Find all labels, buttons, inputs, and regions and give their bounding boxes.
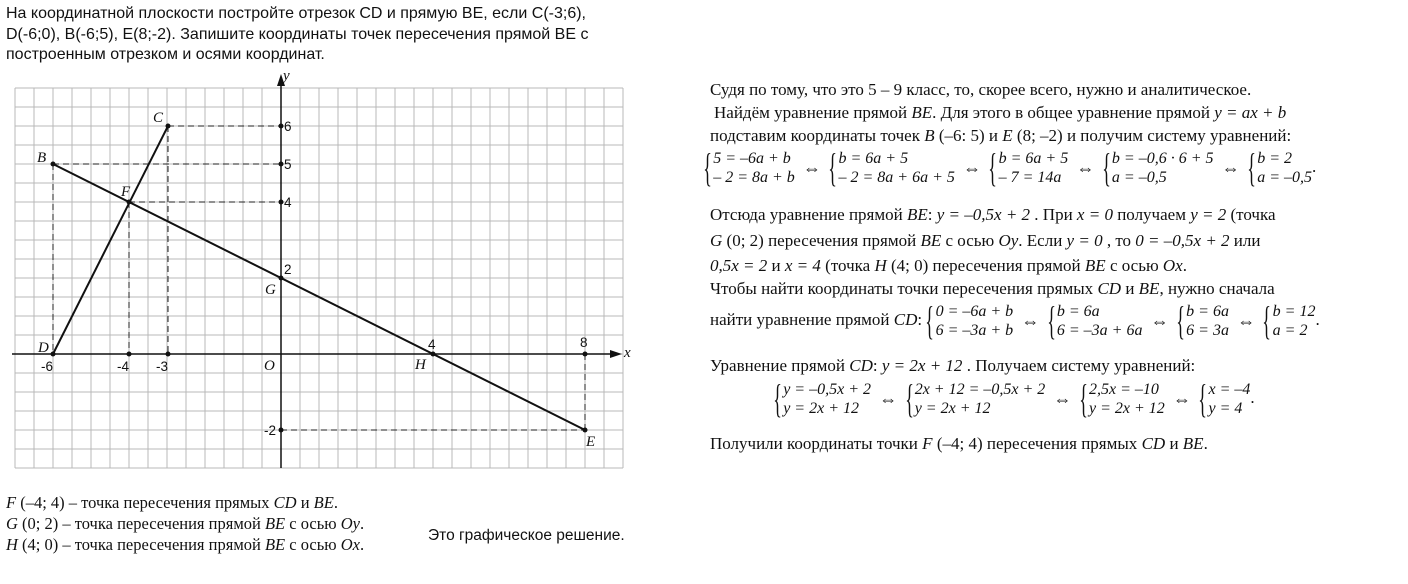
system-cd-4: { b = 12 a = 2	[1262, 298, 1316, 343]
legend-h-axis: Ox	[340, 535, 360, 554]
task-line-2: D(-6;0), B(-6;5), E(8;-2). Запишите координаты точек пересечения прямой BE с	[6, 25, 589, 43]
label-d: D	[38, 340, 49, 356]
sys-cd-3-eq2: 6 = 3a	[1186, 322, 1229, 339]
sol-p5-text-f: или	[1229, 231, 1261, 250]
sol-p3-b: B	[924, 126, 935, 145]
sys-be-5-eq2: a = –0,5	[1257, 169, 1312, 186]
legend-h-mid: с осью	[285, 535, 341, 554]
legend-f-be: BE	[313, 493, 334, 512]
legend-f-and: и	[296, 493, 314, 512]
sol-p9-text-a: Уравнение прямой	[710, 356, 850, 375]
sol-p5-text-e: , то	[1102, 231, 1136, 250]
sys-be-2-eq2: – 2 = 8a + 6a + 5	[838, 169, 955, 186]
system-be-1: { 5 = –6a + b – 2 = 8a + b	[703, 145, 795, 190]
system-row-be	[703, 145, 1317, 190]
sol-p5-text-b: (0; 2) пересечения прямой	[722, 231, 921, 250]
sys-cd-2-eq1: b = 6a	[1056, 303, 1100, 320]
sol-p2-eq: y = ax + b	[1214, 103, 1287, 122]
sol-p5-text-c: с осью	[941, 231, 999, 250]
sys-be-4-eq1: b = –0,6 · 6 + 5	[1111, 150, 1214, 167]
sol-p9-eq: y = 2x + 12	[881, 356, 963, 375]
sol-p8-text-b: :	[917, 309, 923, 329]
label-b: B	[37, 150, 47, 166]
sol-p6-eq: 0,5x = 2	[710, 256, 768, 275]
sol-p3-text-e: (8; –2) и получим систему уравнений:	[1012, 126, 1292, 145]
sol-p4-x0: x = 0	[1076, 205, 1113, 224]
sol-p7-text-a: Чтобы найти координаты точки пересечения прямых	[710, 279, 1098, 298]
sys-be-5-eq1: b = 2	[1257, 150, 1292, 167]
solution-p4	[710, 205, 1276, 225]
sol-p5-g: G	[710, 231, 723, 250]
system-be-3: { b = 6a + 5 – 7 = 14a	[988, 145, 1069, 190]
point-b	[51, 162, 56, 167]
sys-cd-dot: .	[1315, 309, 1320, 329]
tick-label-y-5: 5	[284, 157, 292, 172]
sol-p10-text-c: и	[1165, 434, 1183, 453]
axis-label-x: x	[624, 345, 631, 361]
axis-label-y: y	[283, 68, 290, 84]
sol-p5-text-d: . Если	[1018, 231, 1067, 250]
equiv-arrow: ⇔	[1237, 311, 1256, 331]
sol-p4-text-d: получаем	[1112, 205, 1191, 224]
sys-f-3-eq1: 2,5x = –10	[1089, 381, 1159, 398]
equiv-arrow: ⇔	[1173, 389, 1192, 409]
legend-h	[6, 534, 364, 555]
label-c: C	[153, 110, 164, 126]
sol-p6-text-c: (4; 0) пересечения прямой	[886, 256, 1085, 275]
solution-p5	[710, 231, 1260, 251]
sys-f-3-eq2: y = 2x + 12	[1089, 400, 1165, 417]
tick-label-x-m3: -3	[156, 359, 169, 374]
sol-p10-text-b: (–4; 4) пересечения прямых	[932, 434, 1142, 453]
point-g	[279, 276, 284, 281]
system-be-4: { b = –0,6 · 6 + 5 a = –0,5	[1101, 145, 1214, 190]
legend-f-point: F	[6, 493, 17, 512]
sol-p6-text-b: (точка	[820, 256, 875, 275]
label-o: O	[264, 358, 275, 374]
sol-p7-cd: CD	[1097, 279, 1122, 298]
tick-x-8	[583, 352, 588, 357]
sol-p7-be: BE	[1138, 279, 1160, 298]
system-row-f	[773, 376, 1255, 421]
system-f-3: { 2,5x = –10 y = 2x + 12	[1079, 376, 1165, 421]
tick-label-y-m2: -2	[264, 423, 277, 438]
sol-p7-text-b: и	[1121, 279, 1139, 298]
tick-label-x-m6: -6	[41, 359, 54, 374]
equiv-arrow: ⇔	[879, 389, 898, 409]
system-f-1: { y = –0,5x + 2 y = 2x + 12	[773, 376, 871, 421]
system-be-5: { b = 2 a = –0,5	[1247, 145, 1312, 190]
sol-p9-text-c: . Получаем систему уравнений:	[962, 356, 1196, 375]
sol-p2-be: BE	[911, 103, 933, 122]
sol-p4-text-c: . При	[1030, 205, 1077, 224]
sol-p9-cd: CD	[849, 356, 873, 375]
coordinate-graph	[0, 0, 700, 490]
sys-be-3-eq1: b = 6a + 5	[998, 150, 1069, 167]
sys-be-3-eq2: – 7 = 14a	[998, 169, 1062, 186]
legend-g-axis: Oy	[340, 514, 360, 533]
label-e: E	[586, 434, 596, 450]
sol-p6-text-d: с осью	[1105, 256, 1163, 275]
sol-p8-cd: CD	[893, 309, 918, 329]
legend-h-dot: .	[359, 535, 365, 554]
equiv-arrow: ⇔	[803, 158, 822, 178]
sol-p6-h: H	[874, 256, 887, 275]
sol-p5-be: BE	[920, 231, 942, 250]
label-f: F	[121, 184, 131, 200]
sys-cd-4-eq2: a = 2	[1272, 322, 1308, 339]
sys-cd-4-eq1: b = 12	[1272, 303, 1316, 320]
sol-p10-text-a: Получили координаты точки	[710, 434, 923, 453]
tick-y-4	[279, 200, 284, 205]
sol-p2-text-a: Найдём уравнение прямой	[714, 103, 912, 122]
tick-label-y-4: 4	[284, 195, 292, 210]
system-f-2: { 2x + 12 = –0,5x + 2 y = 2x + 12	[904, 376, 1046, 421]
sol-p6-text-a: и	[767, 256, 785, 275]
sol-p5-oy: Oy	[998, 231, 1019, 250]
sol-p10-cd: CD	[1141, 434, 1166, 453]
legend-g-be: BE	[264, 514, 286, 533]
sol-p3-text-a: подставим координаты точек	[710, 126, 925, 145]
sol-p10-text-d: .	[1203, 434, 1208, 453]
sol-p10-f: F	[922, 434, 933, 453]
graph-legend	[6, 492, 364, 555]
tick-label-x-m4: -4	[117, 359, 130, 374]
sys-f-2-eq2: y = 2x + 12	[914, 400, 991, 417]
task-line-3: построенным отрезком и осями координат.	[6, 46, 325, 63]
tick-y-6	[279, 124, 284, 129]
x-axis-arrow	[610, 350, 622, 358]
sol-p6-ox: Ox	[1162, 256, 1183, 275]
solution-p2	[714, 103, 1286, 123]
point-f	[127, 200, 132, 205]
sys-be-1-eq2: – 2 = 8a + b	[713, 169, 795, 186]
sol-p4-y2: y = 2	[1190, 205, 1227, 224]
sys-f-1-eq2: y = 2x + 12	[783, 400, 859, 417]
sol-p4-text-a: Отсюда уравнение прямой	[710, 205, 907, 224]
sol-p8-text-a: найти уравнение прямой	[710, 309, 894, 329]
system-cd-1: { 0 = –6a + b 6 = –3a + b	[925, 298, 1014, 343]
sol-p6-be: BE	[1084, 256, 1106, 275]
sol-p4-text-b: :	[927, 205, 937, 224]
sol-p7-text-c: , нужно сначала	[1159, 279, 1275, 298]
legend-f-dot: .	[333, 493, 338, 512]
solution-p1: Судя по тому, что это 5 – 9 класс, то, скорее всего, нужно и аналитическое.	[710, 80, 1252, 99]
sol-p4-eq: y = –0,5x + 2	[936, 205, 1031, 224]
legend-g-mid: с осью	[285, 514, 341, 533]
sys-cd-2-eq2: 6 = –3a + 6a	[1056, 322, 1143, 339]
tick-label-y-6: 6	[284, 119, 292, 134]
sys-f-2-eq1: 2x + 12 = –0,5x + 2	[914, 381, 1046, 398]
tick-x-m3	[166, 352, 171, 357]
task-line-1: На координатной плоскости постройте отрезок CD и прямую BE, если C(-3;6),	[6, 5, 586, 22]
sys-be-dot: .	[1311, 156, 1317, 176]
sol-p10-be: BE	[1182, 434, 1204, 453]
solution-p9	[710, 356, 1195, 376]
sys-f-1-eq1: y = –0,5x + 2	[783, 381, 871, 398]
sys-be-2-eq1: b = 6a + 5	[838, 150, 909, 167]
equiv-arrow: ⇔	[1150, 311, 1169, 331]
system-row-cd	[710, 298, 1320, 343]
legend-f-text: (–4; 4) – точка пересечения прямых	[20, 493, 274, 512]
sys-f-4-eq1: x = –4	[1208, 381, 1251, 398]
label-g: G	[265, 282, 276, 298]
sol-p4-text-e: (точка	[1226, 205, 1276, 224]
equiv-arrow: ⇔	[1021, 311, 1040, 331]
sol-p2-text-b: . Для этого в общее уравнение прямой	[932, 103, 1215, 122]
tick-y-m2	[279, 428, 284, 433]
system-f-4: { x = –4 y = 4	[1198, 376, 1251, 421]
legend-h-text: (4; 0) – точка пересечения прямой	[22, 535, 265, 554]
solution-p3	[710, 126, 1291, 146]
legend-f	[6, 492, 364, 513]
sol-p5-y0: y = 0	[1066, 231, 1103, 250]
system-cd-2: { b = 6a 6 = –3a + 6a	[1046, 298, 1143, 343]
system-cd-3: { b = 6a 6 = 3a	[1176, 298, 1229, 343]
grid	[15, 88, 623, 468]
tick-label-x-8: 8	[580, 335, 588, 350]
solution-p10	[710, 434, 1208, 454]
sol-p3-text-c: (–6: 5) и	[934, 126, 1003, 145]
tick-y-5	[279, 162, 284, 167]
sol-p3-e: E	[1002, 126, 1013, 145]
equiv-arrow: ⇔	[1076, 158, 1095, 178]
sol-p6-text-e: .	[1182, 256, 1187, 275]
legend-g	[6, 513, 364, 534]
point-c	[166, 124, 171, 129]
point-h	[431, 352, 436, 357]
solution-p7	[710, 279, 1275, 299]
sys-cd-1-eq1: 0 = –6a + b	[935, 303, 1014, 320]
legend-g-dot: .	[359, 514, 365, 533]
sys-be-1-eq1: 5 = –6a + b	[713, 150, 791, 167]
legend-g-text: (0; 2) – точка пересечения прямой	[22, 514, 265, 533]
legend-h-be: BE	[264, 535, 286, 554]
sys-cd-3-eq1: b = 6a	[1186, 303, 1229, 320]
point-e	[583, 428, 588, 433]
sol-p9-text-b: :	[872, 356, 882, 375]
sys-f-dot: .	[1250, 387, 1255, 407]
point-d	[51, 352, 56, 357]
equiv-arrow: ⇔	[1053, 389, 1072, 409]
label-h: H	[415, 357, 426, 373]
sys-be-4-eq2: a = –0,5	[1111, 169, 1167, 186]
sys-f-4-eq2: y = 4	[1208, 400, 1243, 417]
legend-h-point: H	[6, 535, 18, 554]
legend-f-cd: CD	[273, 493, 297, 512]
tick-label-y-2: 2	[284, 262, 292, 277]
graphical-solution-note: Это графическое решение.	[428, 527, 625, 544]
legend-g-point: G	[6, 514, 18, 533]
solution-p6	[710, 256, 1187, 276]
sol-p6-x: x = 4	[784, 256, 821, 275]
sol-p4-be: BE	[906, 205, 928, 224]
tick-label-x-4: 4	[428, 337, 436, 352]
system-be-2: { b = 6a + 5 – 2 = 8a + 6a + 5	[828, 145, 955, 190]
sol-p5-eq: 0 = –0,5x + 2	[1135, 231, 1230, 250]
equiv-arrow: ⇔	[963, 158, 982, 178]
tick-x-m4	[127, 352, 132, 357]
equiv-arrow: ⇔	[1221, 158, 1240, 178]
sys-cd-1-eq2: 6 = –3a + b	[935, 322, 1014, 339]
